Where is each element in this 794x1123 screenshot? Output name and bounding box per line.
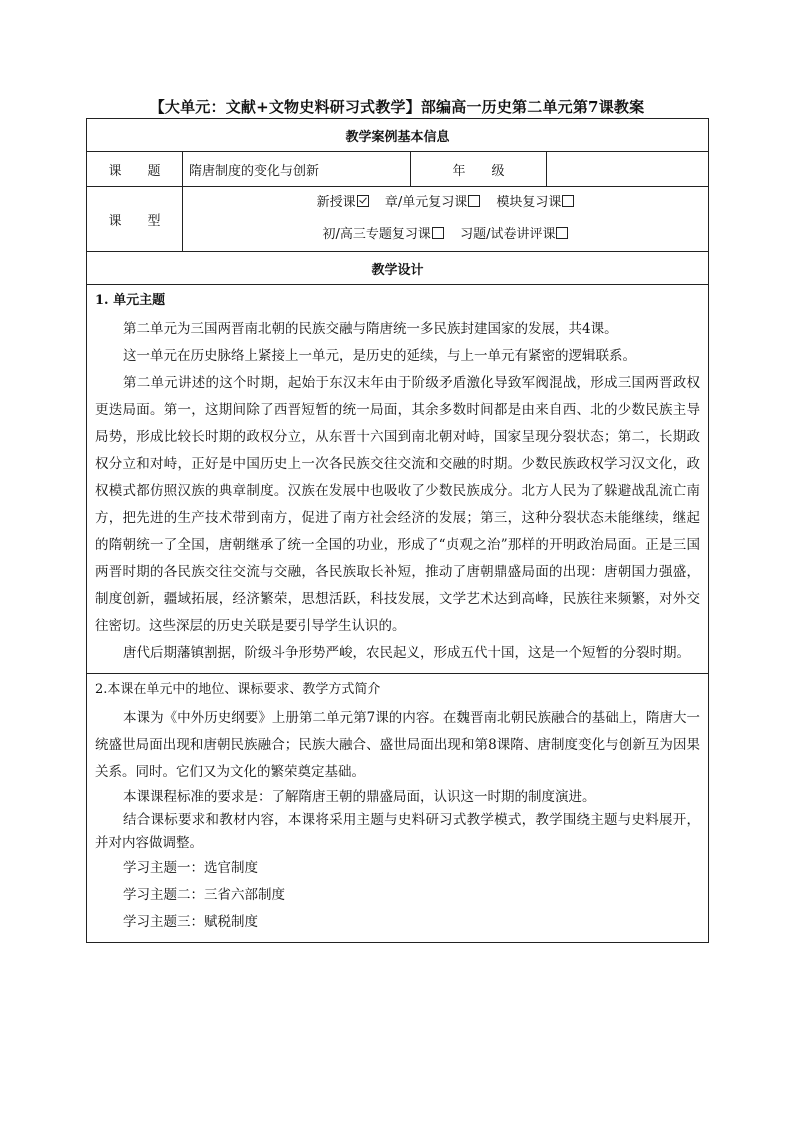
- paragraph: 这一单元在历史脉络上紧接上一单元，是历史的延续，与上一单元有紧密的逻辑联系。: [123, 348, 636, 364]
- checkbox-icon[interactable]: [562, 195, 574, 207]
- document-title: 【大单元：文献+文物史料研习式教学】部编高一历史第二单元第7课教案: [149, 98, 645, 116]
- course-value: 隋唐制度的变化与创新: [183, 152, 411, 187]
- design-header: 教学设计: [87, 252, 709, 285]
- checkbox-icon[interactable]: [432, 227, 444, 239]
- course-type-options: [183, 187, 709, 252]
- option-topic-review[interactable]: 初/高三专题复习课: [323, 227, 444, 242]
- type-options-row-2: [183, 219, 708, 251]
- paragraph: 本课课程标准的要求是：了解隋唐王朝的鼎盛局面，认识这一时期的制度演进。: [123, 789, 596, 805]
- paragraph: 结合课标要求和教材内容，本课将采用主题与史料研习式教学模式，教学围绕主题与史料展开，并对内容做调整。: [95, 812, 701, 851]
- checkbox-icon[interactable]: [556, 227, 568, 239]
- type-label: 课 型: [87, 187, 183, 252]
- type-options-row-1: [183, 187, 708, 219]
- grade-value: [547, 152, 709, 187]
- learning-theme-1: 学习主题一：选官制度: [123, 860, 258, 876]
- basic-info-header: 教学案例基本信息: [87, 119, 709, 152]
- lesson-plan-table: [86, 118, 709, 943]
- section-unit-theme: [87, 285, 709, 674]
- checked-box-icon[interactable]: [357, 195, 369, 207]
- option-module-review[interactable]: 模块复习课: [496, 195, 574, 210]
- grade-label: 年 级: [411, 152, 547, 187]
- section-heading: 1. 单元主题: [95, 293, 166, 308]
- paragraph: 本课为《中外历史纲要》上册第二单元第7课的内容。在魏晋南北朝民族融合的基础上，隋唐大一统盛世局面出现和唐朝民族融合；民族大融合、盛世局面出现和第8课隋、唐制度变化与创新互为因果关系。同时。它们又为文化的繁荣奠定基础。: [95, 710, 701, 780]
- option-new-lesson[interactable]: 新授课: [317, 195, 369, 210]
- paragraph: 第二单元为三国两晋南北朝的民族交融与隋唐统一多民族封建国家的发展，共4课。: [123, 321, 618, 337]
- paragraph: 第二单元讲述的这个时期，起始于东汉末年由于阶级矛盾激化导致军阀混战，形成三国两晋政权更迭局面。第一，这期间除了西晋短暂的统一局面，其余多数时间都是由来自西、北的少数民族主导局势，形成比较长时期的政权分立，从东晋十六国到南北朝对峙，国家呈现分裂状态；第二，长期政权分立和对峙，正好是中国历史上一次各民族交往交流和交融的时期。少数民族政权学习汉文化，政权模式都仿照汉族的典章制度。汉族在发展中也吸收了少数民族成分。北方人民为了躲避战乱流亡南方，把先进的生产技术带到南方，促进了南方社会经济的发展；第三，这种分裂状态未能继续，继起的隋朝统一了全国，唐朝继承了统一全国的功业，形成了“贞观之治”那样的开明政治局面。正是三国两晋时期的各民族交往交流与交融，各民族取长补短，推动了唐朝鼎盛局面的出现：唐朝国力强盛，制度创新，疆域拓展，经济繁荣，思想活跃，科技发展，文学艺术达到高峰，民族往来频繁，对外交往密切。这些深层的历史关联是要引导学生认识的。: [95, 375, 701, 634]
- checkbox-icon[interactable]: [468, 195, 480, 207]
- option-unit-review[interactable]: 章/单元复习课: [385, 195, 480, 210]
- section-lesson-position: [87, 674, 709, 943]
- option-exercise-review[interactable]: 习题/试卷讲评课: [460, 227, 568, 242]
- learning-theme-3: 学习主题三：赋税制度: [123, 914, 258, 930]
- learning-theme-2: 学习主题二：三省六部制度: [123, 887, 285, 903]
- course-label: 课 题: [87, 152, 183, 187]
- paragraph: 唐代后期藩镇割据，阶级斗争形势严峻，农民起义，形成五代十国，这是一个短暂的分裂时期。: [123, 645, 690, 661]
- section-heading: 2.本课在单元中的地位、课标要求、教学方式简介: [95, 682, 381, 697]
